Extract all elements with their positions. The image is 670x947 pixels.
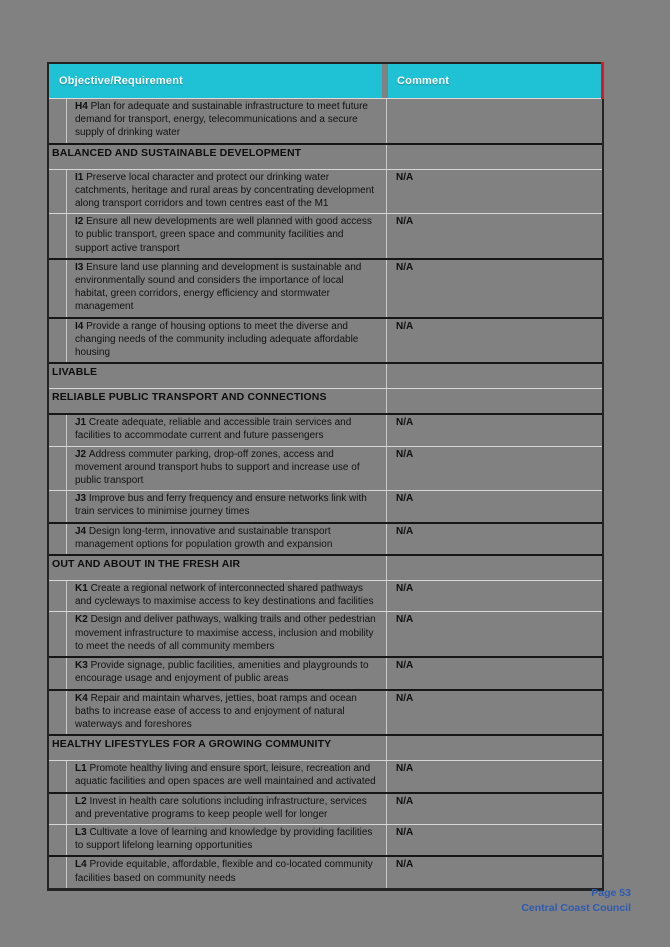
objective-id: I3 [75,261,87,273]
row-margin-cell [49,691,67,735]
objective-cell [67,691,387,735]
comment-cell: N/A [396,417,414,429]
row-margin-cell [49,524,67,554]
objective-id: L4 [75,859,90,871]
objective-cell [67,524,387,554]
objective-text: Promote healthy living and ensure sport, leisure, recreation and aquatic facilities and open spaces are well maintained and activated [75,763,376,788]
objective-text: Create a regional network of interconnected shared pathways and cycleways to maximise access to key destinations and facilities [75,583,374,608]
table-row [49,689,602,735]
section-header-row [49,734,602,760]
objective-text: Provide equitable, affordable, flexible and co-located community facilities based on community needs [75,859,373,884]
objective-id: I2 [75,216,87,228]
table-row [49,213,602,258]
row-margin-cell [49,170,67,214]
objective-cell [67,612,387,656]
column-header-comment [388,64,602,98]
section-title: HEALTHY LIFESTYLES FOR A GROWING COMMUNITY [49,736,387,760]
row-margin-cell [49,658,67,688]
objective-id: I1 [75,171,87,183]
column-header-objective [49,64,382,98]
objective-cell [67,319,387,363]
objective-text: Repair and maintain wharves, jetties, boat ramps and ocean baths to increase ease of access to and enjoyment of natural waterways and foreshores [75,692,357,730]
section-empty-comment-cell [387,556,602,580]
comment-cell: N/A [396,660,414,672]
row-margin-cell [49,794,67,824]
table-row [49,99,602,143]
table-row [49,317,602,363]
section-header-row [49,554,602,580]
objective-cell [67,447,387,491]
objective-cell [67,857,387,887]
column-header-comment-label: Comment [397,75,450,87]
objective-id: K3 [75,660,91,672]
comment-cell: N/A [396,493,414,505]
objective-text: Provide a range of housing options to meet the diverse and changing needs of the community including adequate affordable housing [75,320,359,359]
row-margin-cell [49,415,67,445]
objective-text: Design and deliver pathways, walking trails and other pedestrian movement infrastructure to maximise access, inclusion and mobility to meet the needs of all community members [75,614,376,652]
row-margin-cell [49,825,67,855]
objective-id: J3 [75,493,89,505]
comment-cell: N/A [396,795,414,807]
row-margin-cell [49,581,67,611]
comment-cell: N/A [396,171,414,183]
section-header-row [49,388,602,413]
row-margin-cell [49,214,67,258]
comment-cell: N/A [396,216,414,228]
objective-text: Ensure all new developments are well planned with good access to public transport, green space and community facilities and support active transport [75,216,372,254]
row-margin-cell [49,857,67,887]
row-margin-cell [49,612,67,656]
table-row [49,656,602,688]
comment-cell: N/A [396,826,414,838]
row-margin-cell [49,491,67,521]
objective-cell [67,581,387,611]
comment-cell: N/A [396,261,414,273]
footer-org-name: Central Coast Council [521,902,631,914]
table-row [49,760,602,791]
section-title: RELIABLE PUBLIC TRANSPORT AND CONNECTIONS [49,389,387,413]
objective-text: Improve bus and ferry frequency and ensure networks link with train services to minimise journey times [75,493,367,518]
table-row [49,258,602,317]
section-empty-comment-cell [387,736,602,760]
table-row [49,413,602,445]
comment-cell: N/A [396,320,414,332]
comment-cell [387,99,602,143]
objective-id: I4 [75,320,87,332]
objective-id: K2 [75,614,91,626]
section-empty-comment-cell [387,364,602,388]
section-title: LIVABLE [49,364,387,388]
section-title: OUT AND ABOUT IN THE FRESH AIR [49,556,387,580]
objective-id: H4 [75,101,91,112]
objective-text: Cultivate a love of learning and knowledge by providing facilities to support lifelong learning opportunities [75,826,373,852]
column-header-objective-label: Objective/Requirement [59,75,184,87]
table-row [49,824,602,855]
table-row [49,611,602,656]
table-body [49,99,602,888]
objective-id: K1 [75,583,91,595]
objectives-table [47,62,604,891]
table-row [49,792,602,824]
table-header-row [49,64,602,99]
table-row [49,580,602,611]
objective-cell [67,658,387,688]
objective-cell [67,170,387,214]
section-title: BALANCED AND SUSTAINABLE DEVELOPMENT [49,145,387,169]
objective-cell [67,415,387,445]
comment-cell: N/A [396,525,414,537]
comment-cell: N/A [396,692,414,704]
page-footer [521,886,631,916]
row-margin-cell [49,761,67,791]
red-accent-line [601,62,604,99]
row-margin-cell [49,99,67,143]
table-row [49,522,602,554]
objective-id: J2 [75,448,89,460]
objective-cell [67,214,387,258]
objective-id: K4 [75,692,91,704]
objective-text: Create adequate, reliable and accessible train services and facilities to accommodate current and future passengers [75,417,352,442]
objective-id: L1 [75,763,90,775]
objective-text: Invest in health care solutions including infrastructure, services and preventative programs to keep people well for longer [75,795,367,820]
table-row [49,855,602,887]
objective-text: Address commuter parking, drop-off zones, access and movement around transport hubs to support and increase use of public transport [75,448,360,487]
objective-text: Preserve local character and protect our drinking water catchments, heritage and rural areas by concentrating development along transport corridors and town centres east of the M1 [75,171,375,210]
objective-id: L3 [75,826,90,838]
objective-cell [67,761,387,791]
objective-cell [67,491,387,521]
table-row [49,169,602,214]
comment-cell: N/A [396,448,414,460]
row-margin-cell [49,260,67,317]
page-number: Page 53 [591,887,631,899]
objective-id: J4 [75,525,89,537]
row-margin-cell [49,319,67,363]
objective-cell [67,794,387,824]
section-empty-comment-cell [387,389,602,413]
objective-id: L2 [75,795,90,807]
comment-cell: N/A [396,859,414,871]
objective-text: Design long-term, innovative and sustainable transport management options for population growth and expansion [75,525,333,550]
objective-cell [67,825,387,855]
section-header-row [49,143,602,169]
objective-id: J1 [75,417,89,429]
table-row [49,490,602,521]
row-margin-cell [49,447,67,491]
comment-cell: N/A [396,583,414,595]
section-empty-comment-cell [387,145,602,169]
objective-text: Ensure land use planning and development is sustainable and environmentally sound and considers the importance of local habitat, green corridors, energy efficiency and stormwater management [75,261,362,313]
table-row [49,446,602,491]
objective-cell [67,260,387,317]
objective-text: Provide signage, public facilities, amenities and playgrounds to encourage usage and enjoyment of public areas [75,660,369,685]
objective-text: Plan for adequate and sustainable infrastructure to meet future demand for transport, energy, telecommunications and a secure supply of drinking water [75,101,368,139]
section-header-row [49,362,602,388]
comment-cell: N/A [396,763,414,775]
comment-cell: N/A [396,614,414,626]
objective-cell [67,99,387,143]
